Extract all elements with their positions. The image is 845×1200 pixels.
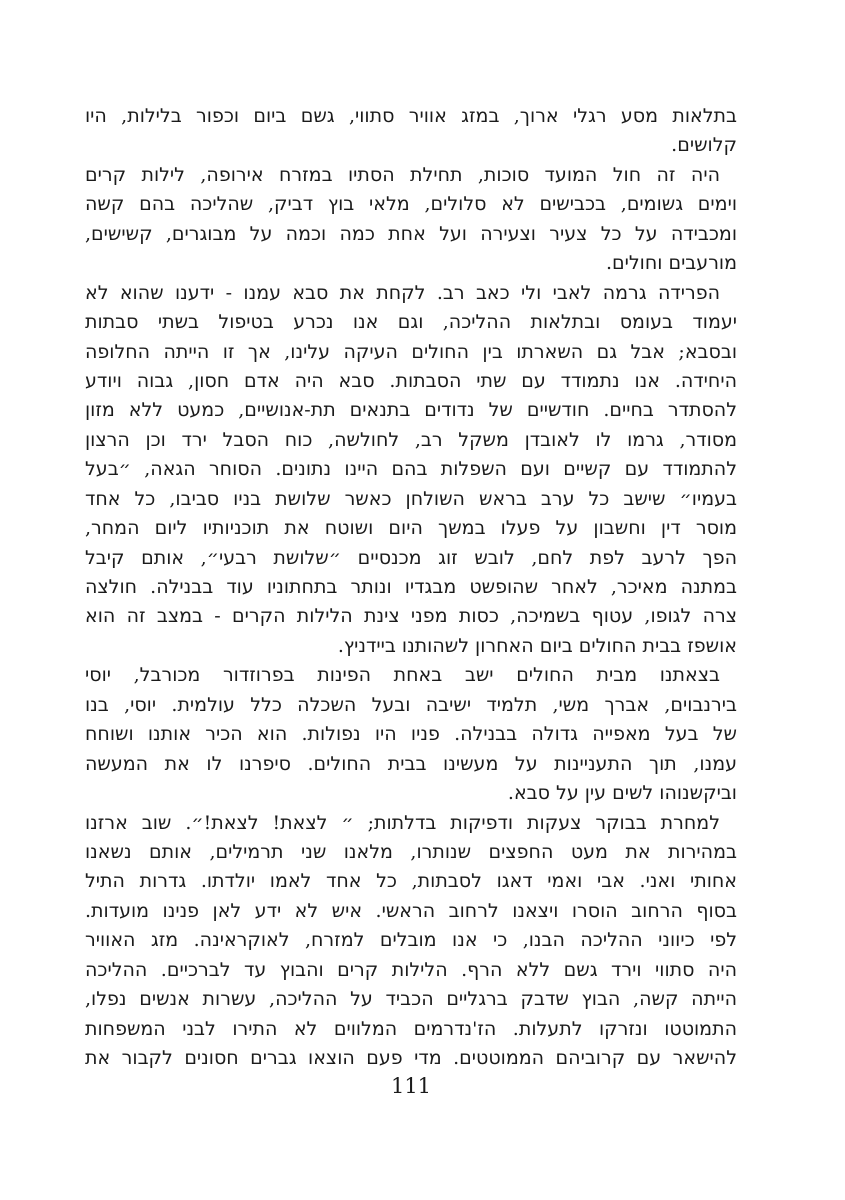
paragraph xyxy=(85,102,737,161)
paragraph xyxy=(85,161,737,279)
text-line: היה סתווי וירד גשם ללא הרף. הלילות קרים והבוץ עד לברכיים. ההליכה xyxy=(85,958,737,981)
text-line: עמנו, תוך התעניינות על מעשינו בבית החולים. סיפרנו לו את המעשה xyxy=(85,752,737,775)
text-line: צרה לגופו, עטוף בשמיכה, כסות מפני צינת הלילות הקרים - במצב זה הוא xyxy=(85,605,737,628)
text-line: התמוטטו ונזרקו לתעלות. הז'נדרמים המלווים לא התירו לבני המשפחות xyxy=(85,1017,737,1040)
text-line: בירנבוים, אברך משי, תלמיד ישיבה ובעל השכלה כלל עולמית. יוסי, בנו xyxy=(85,693,737,716)
text-line: בצאתנו מבית החולים ישב באחת הפינות בפרוזדור מכורבל, יוסי xyxy=(85,664,720,687)
page-number: 111 xyxy=(390,1074,432,1098)
text-line: בסוף הרחוב הוסרו ויצאנו לרחוב הראשי. איש לא ידע לאן פנינו מועדות. xyxy=(85,899,737,922)
text-line: וביקשנוהו לשים עין על סבא. xyxy=(507,782,737,805)
text-line: במתנה מאיכר, לאחר שהופשט מבגדיו ונותר בתחתוניו עוד בבנילה. חולצה xyxy=(85,576,737,598)
text-line: וימים גשומים, בכבישים לא סלולים, מלאי בוץ דביק, שהליכה בהם קשה xyxy=(85,193,737,216)
text-line: הפך לרעב לפת לחם, לובש זוג מכנסיים ״שלושת רבעי״, אותם קיבל xyxy=(85,546,737,569)
text-line: מורעבים וחולים. xyxy=(605,252,737,275)
text-line: אושפז בבית החולים ביום האחרון לשהותנו ביידניץ. xyxy=(337,634,737,657)
text-line: למחרת בבוקר צעקות ודפיקות בדלתות; ״ לצאת! לצאת!״. שוב ארזנו xyxy=(85,811,720,834)
text-line: אחותי ואני. אבי ואמי דאגו לסבתות, כל אחד לאמו יולדתו. גדרות התיל xyxy=(85,870,737,893)
text-line: לפי כיווני ההליכה הבנו, כי אנו מובלים למזרח, לאוקראינה. מזג האוויר xyxy=(85,929,737,952)
text-line: יעמוד בעומס ובתלאות ההליכה, וגם אנו נכרע בטיפול בשתי סבתות xyxy=(85,311,737,334)
text-line: בתלאות מסע רגלי ארוך, במזג אוויר סתווי, גשם ביום וכפור בלילות, היו xyxy=(85,105,737,127)
text-line: להישאר עם קרוביהם הממוטטים. מדי פעם הוצאו גברים חסונים לקבור את xyxy=(85,1047,737,1069)
text-line: היחידה. אנו נתמודד עם שתי הסבתות. סבא היה אדם חסון, גבוה ויודע xyxy=(85,369,737,392)
text-line: היה זה חול המועד סוכות, תחילת הסתיו במזרח אירופה, לילות קרים xyxy=(85,163,720,186)
body-text xyxy=(85,102,737,1073)
text-line: קלושים. xyxy=(671,134,737,157)
paragraph xyxy=(85,279,737,662)
text-line: במהירות את מעט החפצים שנותרו, מלאנו שני תרמילים, אותם נשאנו xyxy=(85,840,737,863)
text-line: מסודר, גרמו לו לאובדן משקל רב, לחולשה, כוח הסבל ירד וכן הרצון xyxy=(85,428,737,451)
text-line: של בעל מאפייה גדולה בבנילה. פניו היו נפולות. הוא הכיר אותנו ושוחח xyxy=(85,723,737,746)
text-line: להסתדר בחיים. חודשיים של נדודים בתנאים תת-אנושיים, כמעט ללא מזון xyxy=(85,399,737,422)
text-line: מוסר דין וחשבון על פעלו במשך היום ושוטח את תוכניותיו ליום המחר, xyxy=(85,517,737,540)
text-line: הייתה קשה, הבוץ שדבק ברגליים הכביד על ההליכה, עשרות אנשים נפלו, xyxy=(85,988,737,1011)
text-line: להתמודד עם קשיים ועם השפלות בהם היינו נתונים. הסוחר הגאה, ״בעל xyxy=(85,458,737,481)
paragraph xyxy=(85,661,737,808)
paragraph xyxy=(85,809,737,1074)
text-line: ומכבידה על כל צעיר וצעירה ועל אחת כמה וכמה על מבוגרים, קשישים, xyxy=(85,222,737,245)
text-line: בעמיו״ שישב כל ערב בראש השולחן כאשר שלושת בניו סביבו, כל אחד xyxy=(85,487,737,510)
text-line: ובסבא; אבל גם השארתו בין החולים העיקה עלינו, אך זו הייתה החלופה xyxy=(85,340,737,363)
text-line: הפרידה גרמה לאבי ולי כאב רב. לקחת את סבא עמנו - ידענו שהוא לא xyxy=(85,281,720,304)
